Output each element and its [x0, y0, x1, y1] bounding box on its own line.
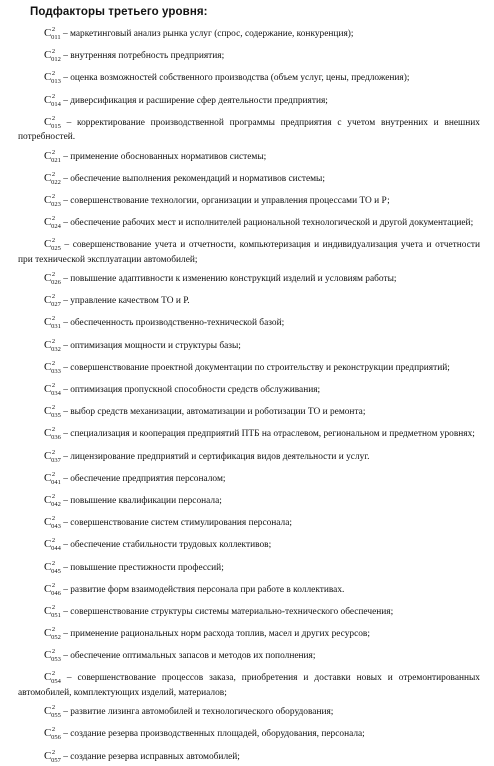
subfactor-item — [18, 668, 480, 699]
subfactor-code: $C^2_{014}$ — [44, 92, 61, 108]
subfactor-item — [18, 602, 480, 622]
subfactor-code: $C^2_{042}$ — [44, 492, 61, 508]
subfactor-list — [18, 24, 480, 766]
subfactor-code: $C^2_{023}$ — [44, 192, 61, 208]
subfactor-text: – применение рациональных норм расхода топлив, масел и других ресурсов; — [60, 629, 370, 640]
subfactor-item — [18, 336, 480, 356]
subfactor-code: $C^2_{052}$ — [44, 626, 61, 642]
subfactor-code: $C^2_{034}$ — [44, 382, 61, 397]
subfactor-code: $C^2_{015}$ — [44, 114, 61, 130]
subfactor-code: $C^2_{046}$ — [44, 581, 61, 597]
subfactor-item — [18, 624, 480, 644]
subfactor-item — [18, 491, 480, 511]
subfactor-code: $C^2_{051}$ — [44, 603, 61, 619]
subfactor-code: $C^2_{041}$ — [44, 470, 61, 486]
subfactor-item — [18, 358, 480, 378]
subfactor-item — [18, 213, 480, 233]
subfactor-item — [18, 424, 480, 444]
subfactor-item — [18, 747, 480, 766]
subfactor-text: – специализация и кооперация предприятий ПТБ на отраслевом, региональном и предметном уровнях; — [60, 429, 475, 440]
subfactor-code: $C^2_{056}$ — [44, 726, 61, 742]
subfactor-item — [18, 269, 480, 289]
subfactor-code: $C^2_{037}$ — [44, 448, 61, 464]
subfactor-text: – обеспечение оптимальных запасов и методов их пополнения; — [60, 651, 316, 662]
subfactor-code: $C^2_{032}$ — [44, 337, 61, 353]
subfactor-text: – повышение престижности профессий; — [60, 562, 224, 573]
subfactor-text: – совершенствование процессов заказа, приобретения и доставки новых и отремонтированных автомобилей, комплектующих изделий, материалов; — [18, 673, 480, 699]
subfactor-item — [18, 380, 480, 400]
subfactor-code: $C^2_{043}$ — [44, 515, 61, 531]
subfactor-text: – лицензирование предприятий и сертификация видов деятельности и услуг. — [60, 451, 370, 462]
subfactor-item — [18, 191, 480, 211]
subfactor-text: – диверсификация и расширение сфер деятельности предприятия; — [60, 95, 328, 106]
subfactor-code: $C^2_{025}$ — [44, 237, 61, 253]
subfactor-item — [18, 580, 480, 600]
subfactor-item — [18, 68, 480, 88]
subfactor-item — [18, 91, 480, 111]
subfactor-item — [18, 291, 480, 311]
subfactor-item — [18, 558, 480, 578]
subfactor-text: – обеспечение стабильности трудовых коллективов; — [60, 540, 272, 551]
subfactor-code: $C^2_{044}$ — [44, 537, 61, 553]
subfactor-text: – совершенствование учета и отчетности, компьютеризация и индивидуализация учета и отчетности при технической эксплуатации автомобилей; — [18, 240, 480, 265]
subfactor-code: $C^2_{027}$ — [44, 293, 61, 309]
subfactor-item — [18, 724, 480, 744]
subfactor-text: – корректирование производственной программы предприятия с учетом внутренних и внешних потребностей. — [18, 117, 480, 143]
subfactor-text: – оптимизация пропускной способности средств обслуживания; — [60, 385, 321, 395]
subfactor-code: $C^2_{033}$ — [44, 359, 61, 375]
subfactor-item — [18, 24, 480, 44]
subfactor-item — [18, 469, 480, 489]
subfactor-text: – выбор средств механизации, автоматизации и роботизации ТО и ремонта; — [60, 407, 366, 418]
subfactor-item — [18, 46, 480, 66]
subfactor-code: $C^2_{012}$ — [44, 48, 61, 64]
subfactor-text: – развитие лизинга автомобилей и технологического оборудования; — [60, 707, 334, 718]
subfactor-item — [18, 113, 480, 144]
subfactor-text: – применение обоснованных нормативов системы; — [60, 151, 267, 162]
subfactor-text: – маркетинговый анализ рынка услуг (спрос, содержание, конкуренция); — [60, 29, 354, 39]
subfactor-code: $C^2_{053}$ — [44, 648, 61, 664]
subfactor-text: – обеспеченность производственно-технической базой; — [60, 318, 285, 329]
subfactor-item — [18, 535, 480, 555]
subfactor-code: $C^2_{011}$ — [44, 26, 61, 41]
subfactor-code: $C^2_{013}$ — [44, 70, 61, 86]
subfactor-text: – повышение квалификации персонала; — [60, 495, 222, 506]
subfactor-text: – совершенствование систем стимулирования персонала; — [60, 518, 292, 529]
subfactor-item — [18, 447, 480, 467]
subfactor-text: – создание резерва исправных автомобилей; — [60, 751, 240, 762]
subfactor-code: $C^2_{022}$ — [44, 170, 61, 186]
subfactor-code: $C^2_{055}$ — [44, 704, 61, 720]
subfactor-code: $C^2_{021}$ — [44, 148, 61, 164]
subfactor-item — [18, 147, 480, 167]
subfactor-code: $C^2_{024}$ — [44, 215, 61, 231]
subfactor-code: $C^2_{026}$ — [44, 271, 61, 287]
subfactor-code: $C^2_{035}$ — [44, 404, 61, 420]
subfactor-text: – развитие форм взаимодействия персонала при работе в коллективах. — [60, 584, 345, 595]
subfactor-code: $C^2_{057}$ — [44, 748, 61, 764]
subfactor-item — [18, 313, 480, 333]
subfactor-code: $C^2_{045}$ — [44, 559, 61, 575]
subfactor-code: $C^2_{031}$ — [44, 315, 61, 331]
subfactor-item — [18, 402, 480, 422]
subfactor-item — [18, 646, 480, 666]
subfactor-text: – оптимизация мощности и структуры базы; — [60, 340, 241, 351]
subfactor-text: – совершенствование технологии, организации и управления процессами ТО и Р; — [60, 195, 390, 206]
subfactor-code: $C^2_{054}$ — [44, 670, 61, 686]
subfactor-text: – управление качеством ТО и Р. — [60, 296, 190, 307]
subfactor-text: – создание резерва производственных площадей, оборудования, персонала; — [60, 729, 365, 740]
subfactor-item — [18, 235, 480, 266]
subfactor-text: – обеспечение выполнения рекомендаций и нормативов системы; — [60, 173, 325, 184]
section-heading: Подфакторы третьего уровня: — [30, 6, 208, 18]
subfactor-text: – внутренняя потребность предприятия; — [60, 51, 225, 62]
subfactor-text: – обеспечение предприятия персоналом; — [60, 473, 226, 484]
subfactor-item — [18, 169, 480, 189]
subfactor-item — [18, 702, 480, 722]
subfactor-text: – совершенствование структуры системы материально-технического обеспечения; — [60, 606, 394, 617]
subfactor-text: – повышение адаптивности к изменению конструкций изделий и условиям работы; — [60, 274, 397, 285]
subfactor-text: – оценка возможностей собственного производства (объем услуг, цены, предложения); — [60, 73, 410, 84]
subfactor-item — [18, 513, 480, 533]
subfactor-code: $C^2_{036}$ — [44, 426, 61, 442]
subfactor-text: – совершенствование проектной документации по строительству и реконструкции предприятий; — [60, 362, 450, 373]
subfactor-text: – обеспечение рабочих мест и исполнителей рациональной технологической и другой документацией; — [60, 218, 474, 229]
